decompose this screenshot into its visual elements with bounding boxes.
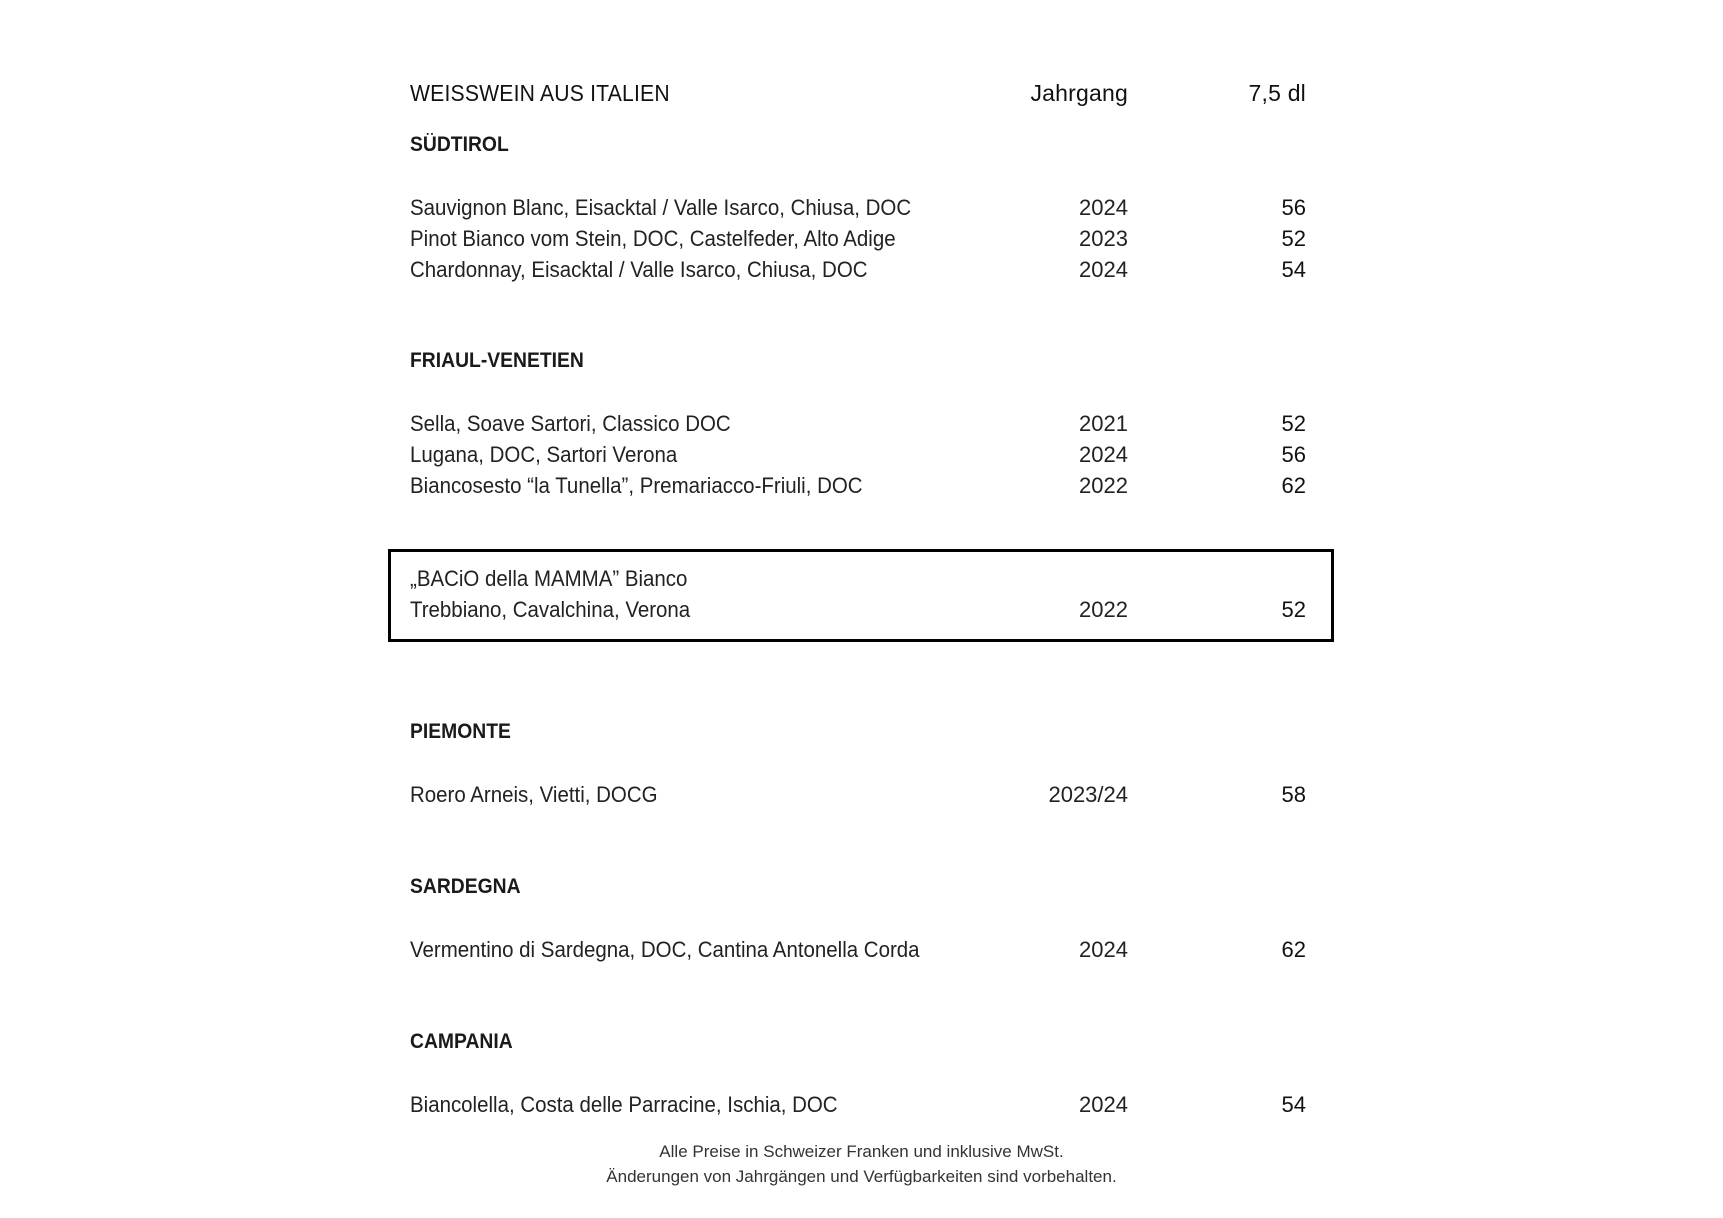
wine-year: 2024 <box>1079 442 1128 467</box>
wine-year: 2024 <box>1079 1092 1128 1117</box>
wine-name: Sauvignon Blanc, Eisacktal / Valle Isarco, Chiusa, DOC <box>410 195 912 220</box>
wine-name: Roero Arneis, Vietti, DOCG <box>410 782 658 807</box>
wine-price: 62 <box>1281 473 1306 498</box>
wine-name: Biancolella, Costa delle Parracine, Ischia, DOC <box>410 1092 838 1117</box>
wine-price: 56 <box>1281 195 1306 220</box>
wine-year: 2024 <box>1079 195 1128 220</box>
section-title-campania: CAMPANIA <box>410 1030 513 1053</box>
wine-year: 2021 <box>1079 411 1128 436</box>
featured-wine-title: „BACiO della MAMMA” Bianco <box>410 566 688 591</box>
wine-year: 2024 <box>1079 937 1128 962</box>
wine-price: 52 <box>1281 226 1306 251</box>
section-title-piemonte: PIEMONTE <box>410 720 511 743</box>
wine-price: 54 <box>1281 257 1306 282</box>
wine-year: 2024 <box>1079 257 1128 282</box>
section-title-friaul: FRIAUL-VENETIEN <box>410 349 584 372</box>
wine-year: 2023 <box>1079 226 1128 251</box>
footer-note-availability: Änderungen von Jahrgängen und Verfügbarkeiten sind vorbehalten. <box>606 1167 1117 1186</box>
featured-wine-box <box>388 549 1334 642</box>
wine-year: 2022 <box>1079 473 1128 498</box>
wine-price: 58 <box>1281 782 1306 807</box>
wine-price: 62 <box>1281 937 1306 962</box>
wine-name: Sella, Soave Sartori, Classico DOC <box>410 411 731 436</box>
wine-name: Lugana, DOC, Sartori Verona <box>410 442 678 467</box>
wine-name: Pinot Bianco vom Stein, DOC, Castelfeder, Alto Adige <box>410 226 896 251</box>
section-title-sardegna: SARDEGNA <box>410 875 521 898</box>
wine-name: Chardonnay, Eisacktal / Valle Isarco, Chiusa, DOC <box>410 257 868 282</box>
featured-wine-price: 52 <box>1281 597 1306 622</box>
featured-wine-name: Trebbiano, Cavalchina, Verona <box>410 597 691 622</box>
volume-column-header: 7,5 dl <box>1248 80 1306 106</box>
wine-price: 52 <box>1281 411 1306 436</box>
wine-year: 2023/24 <box>1048 782 1128 807</box>
featured-wine-year: 2022 <box>1079 597 1128 622</box>
year-column-header: Jahrgang <box>1030 80 1128 106</box>
footer-note-prices: Alle Preise in Schweizer Franken und inklusive MwSt. <box>659 1142 1064 1161</box>
wine-name: Biancosesto “la Tunella”, Premariacco-Friuli, DOC <box>410 473 863 498</box>
wine-price: 54 <box>1281 1092 1306 1117</box>
section-title-suedtirol: SÜDTIROL <box>410 133 509 156</box>
wine-price: 56 <box>1281 442 1306 467</box>
page-title: WEISSWEIN AUS ITALIEN <box>410 80 670 106</box>
wine-name: Vermentino di Sardegna, DOC, Cantina Antonella Corda <box>410 937 920 962</box>
